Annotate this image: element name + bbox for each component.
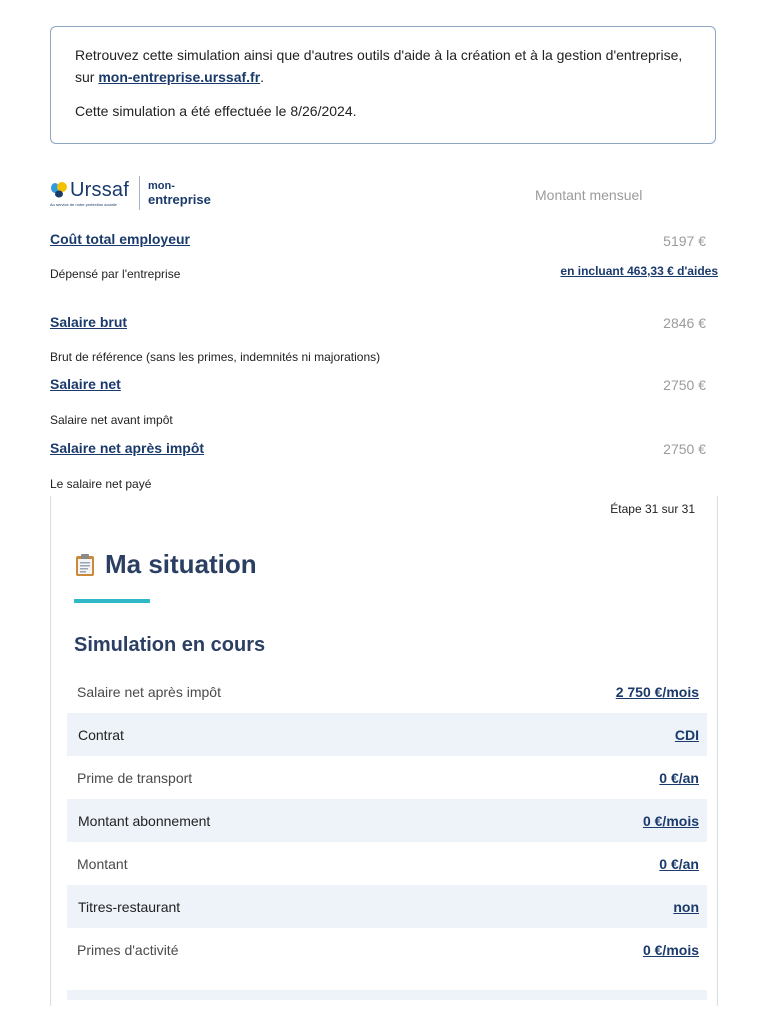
list-item bbox=[67, 799, 707, 842]
situation-list bbox=[67, 670, 707, 971]
salaire-brut-desc: Brut de référence (sans les primes, indemnités ni majorations) bbox=[50, 350, 381, 364]
cout-total-employeur-desc: Dépensé par l'entreprise bbox=[50, 267, 181, 281]
salaire-net-desc: Salaire net avant impôt bbox=[50, 413, 173, 427]
column-title-montant-mensuel: Montant mensuel bbox=[535, 187, 643, 203]
simulation-notice bbox=[50, 26, 716, 144]
mon-entreprise-link[interactable]: mon-entreprise.urssaf.fr bbox=[98, 69, 261, 85]
aides-link[interactable]: en incluant 463,33 € d'aides bbox=[560, 264, 718, 278]
item-value-link[interactable]: 0 €/an bbox=[659, 769, 699, 786]
salaire-net-apres-impot-link[interactable]: Salaire net après impôt bbox=[50, 440, 205, 456]
ma-situation-title: Ma situation bbox=[105, 549, 257, 579]
list-item bbox=[67, 756, 707, 799]
product-line2: entreprise bbox=[147, 192, 211, 207]
list-item bbox=[67, 670, 707, 713]
title-accent-bar bbox=[74, 599, 150, 603]
item-value-link[interactable]: 0 €/mois bbox=[642, 812, 699, 829]
salaire-brut-link[interactable]: Salaire brut bbox=[50, 314, 128, 330]
list-item-partial bbox=[67, 990, 707, 1000]
salaire-net-apres-impot-desc: Le salaire net payé bbox=[50, 477, 152, 491]
urssaf-wordmark: Urssaf bbox=[70, 178, 129, 201]
item-value-link[interactable]: CDI bbox=[674, 726, 699, 743]
salaire-net-apres-impot-value: 2750 € bbox=[663, 441, 706, 457]
urssaf-tagline: Au service de notre protection sociale bbox=[50, 201, 117, 207]
item-label: Salaire net après impôt bbox=[77, 683, 221, 700]
item-value-link[interactable]: 0 €/mois bbox=[642, 941, 699, 958]
step-indicator: Étape 31 sur 31 bbox=[610, 502, 695, 516]
cout-total-employeur-value: 5197 € bbox=[663, 233, 706, 249]
item-value-link[interactable]: 0 €/an bbox=[659, 855, 699, 872]
item-label: Montant abonnement bbox=[78, 812, 211, 829]
notice-text bbox=[75, 44, 691, 88]
clipboard-icon bbox=[75, 553, 95, 577]
simulation-en-cours-heading: Simulation en cours bbox=[74, 634, 266, 656]
list-item bbox=[67, 928, 707, 971]
item-value-link[interactable]: 2 750 €/mois bbox=[615, 683, 699, 700]
item-value-link[interactable]: non bbox=[673, 898, 699, 915]
salaire-brut-value: 2846 € bbox=[663, 315, 706, 331]
list-item bbox=[67, 842, 707, 885]
product-line1: mon- bbox=[147, 180, 175, 192]
item-label: Montant bbox=[77, 855, 128, 872]
logo-divider bbox=[139, 176, 140, 210]
salaire-net-value: 2750 € bbox=[663, 377, 706, 393]
simulation-date-text: Cette simulation a été effectuée le 8/26/2024. bbox=[75, 103, 357, 119]
item-label: Contrat bbox=[78, 726, 124, 743]
mon-entreprise-wordmark bbox=[148, 180, 211, 206]
list-item bbox=[67, 713, 707, 756]
salaire-net-link[interactable]: Salaire net bbox=[50, 376, 121, 392]
ma-situation-heading bbox=[75, 549, 257, 580]
item-label: Prime de transport bbox=[77, 769, 193, 786]
urssaf-butterfly-icon bbox=[50, 182, 68, 198]
item-label: Primes d'activité bbox=[77, 941, 179, 958]
urssaf-mark bbox=[50, 180, 129, 207]
notice-period: . bbox=[260, 69, 265, 85]
notice-intro: Retrouvez cette simulation ainsi que d'autres outils d'aide à la création et à la gestion d'entreprise, sur bbox=[75, 47, 683, 85]
ma-situation-panel bbox=[50, 496, 718, 1006]
list-item bbox=[67, 885, 707, 928]
urssaf-logo bbox=[50, 176, 211, 210]
cout-total-employeur-link[interactable]: Coût total employeur bbox=[50, 231, 191, 247]
item-label: Titres-restaurant bbox=[78, 898, 181, 915]
